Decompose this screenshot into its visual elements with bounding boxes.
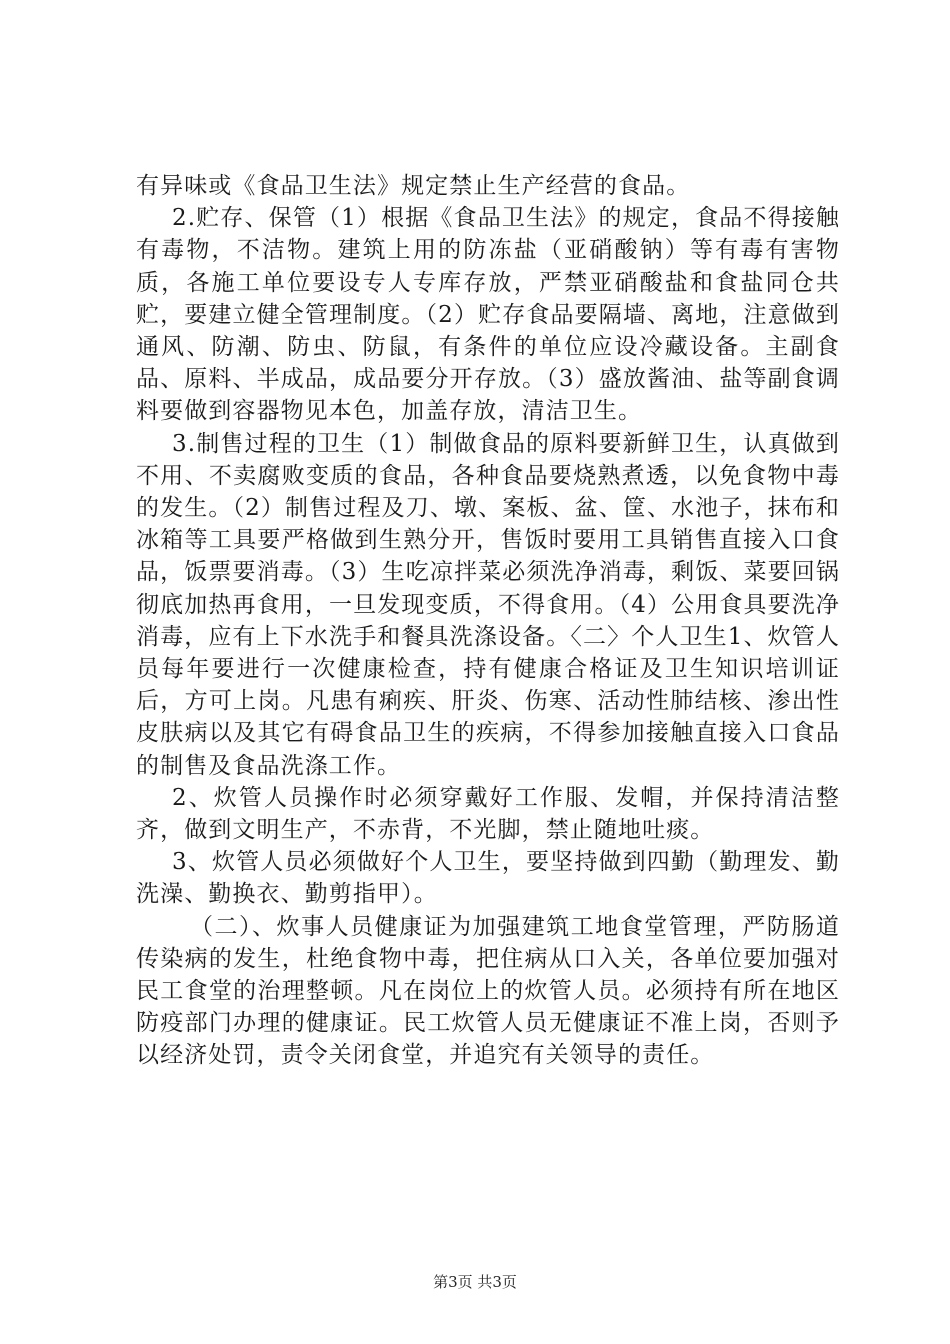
paragraph-continuation: 有异味或《食品卫生法》规定禁止生产经营的食品。	[136, 173, 691, 199]
document-body	[136, 170, 840, 1072]
page-number: 第3页 共3页	[433, 1273, 517, 1291]
paragraph-production-hygiene: 3.制售过程的卫生（1）制做食品的原料要新鲜卫生，认真做到不用、不卖腐败变质的食品，各种食品要烧熟煮透，以免食物中毒的发生。（2）制售过程及刀、墩、案板、盆、筐、水池子，抹布和冰箱等工具要严格做到生熟分开，售饭时要用工具销售直接入口食品，饭票要消毒。（3）生吃凉拌菜必须洗净消毒，剩饭、菜要回锅彻底加热再食用，一旦发现变质，不得食用。（4）公用食具要洗净消毒，应有上下水洗手和餐具洗涤设备。〈二〉个人卫生1、炊管人员每年要进行一次健康检查，持有健康合格证及卫生知识培训证后，方可上岗。凡患有痢疾、肝炎、伤寒、活动性肺结核、渗出性皮肤病以及其它有碍食品卫生的疾病，不得参加接触直接入口食品的制售及食品洗涤工作。	[136, 430, 840, 779]
paragraph-storage: 2.贮存、保管（1）根据《食品卫生法》的规定，食品不得接触有毒物，不洁物。建筑上用的防冻盐（亚硝酸钠）等有毒有害物质，各施工单位要设专人专库存放，严禁亚硝酸盐和食盐同仓共贮，要建立健全管理制度。（2）贮存食品要隔墙、离地，注意做到通风、防潮、防虫、防鼠，有条件的单位应设冷藏设备。主副食品、原料、半成品，成品要分开存放。（3）盛放酱油、盐等副食调料要做到容器物见本色，加盖存放，清洁卫生。	[136, 205, 840, 425]
paragraph-health-certificate: （二）、炊事人员健康证为加强建筑工地食堂管理，严防肠道传染病的发生，杜绝食物中毒，把住病从口入关，各单位要加强对民工食堂的治理整顿。凡在岗位上的炊管人员。必须持有所在地区防疫部门办理的健康证。民工炊管人员无健康证不准上岗，否则予以经济处罚，责令关闭食堂，并追究有关领导的责任。	[136, 913, 840, 1069]
paragraph-work-clothes: 2、炊管人员操作时必须穿戴好工作服、发帽，并保持清洁整齐，做到文明生产，不赤背，不光脚，禁止随地吐痰。	[136, 784, 840, 844]
page-footer	[0, 1272, 950, 1292]
paragraph-personal-hygiene: 3、炊管人员必须做好个人卫生，要坚持做到四勤（勤理发、勤洗澡、勤换衣、勤剪指甲）。	[136, 849, 840, 908]
